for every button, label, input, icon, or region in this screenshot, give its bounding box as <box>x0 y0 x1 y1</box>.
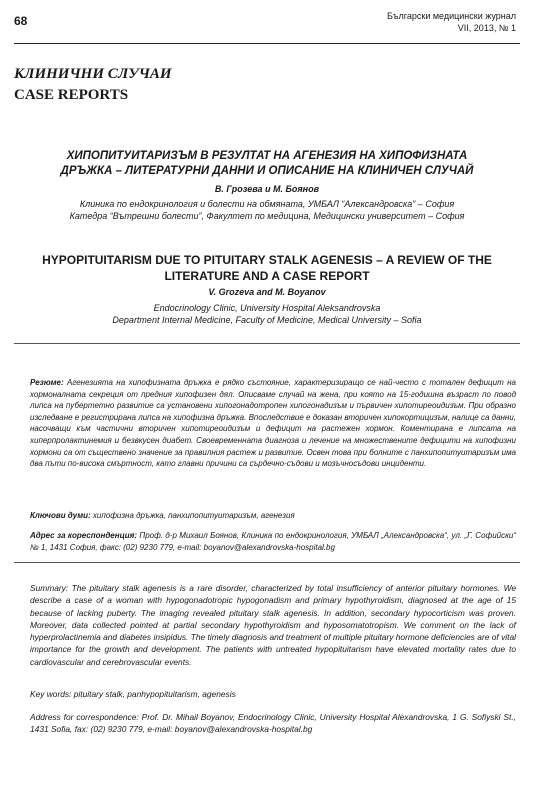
journal-name: Български медицински журнал <box>387 11 516 21</box>
abstract-bg-label: Резюме: <box>30 378 64 387</box>
title-bg-line2: ДРЪЖКА – ЛИТЕРАТУРНИ ДАННИ И ОПИСАНИЕ НА КЛИНИЧЕН СЛУЧАЙ <box>60 165 474 177</box>
affiliation-en-line1: Endocrinology Clinic, University Hospital Aleksandrovska <box>153 303 381 313</box>
journal-issue: VII, 2013, № 1 <box>457 23 516 33</box>
section-title-en: CASE REPORTS <box>14 87 129 103</box>
keywords-bg-label: Ключови думи: <box>30 511 91 520</box>
abstract-bg <box>30 377 516 470</box>
address-en: Address for correspondence: Prof. Dr. Mihail Boyanov, Endocrinology Clinic, University Hospital Alexandrovska, 1 G. Sofiyski St., 1431 Sofia, fax: (02) 9230 779, e-mail: boyanov@alexandrovska-hospital.bg <box>30 712 516 735</box>
abstract-divider-top <box>14 343 520 344</box>
address-bg <box>30 530 516 553</box>
page-number: 68 <box>14 14 28 28</box>
affiliation-bg-line1: Клиника по ендокринология и болести на обмяната, УМБАЛ “Александровска” – София <box>79 199 455 209</box>
address-bg-text: Проф. д-р Михаил Боянов, Клиника по ендокринология, УМБАЛ „Александровска“, ул. „Г. Софийски“ № 1, 1431 София, факс: (02) 9230 779, e-mail: boyanov@alexandrovska-hospital.bg <box>30 531 516 552</box>
section-title-bg: КЛИНИЧНИ СЛУЧАИ <box>14 66 172 82</box>
article-title-bg <box>0 149 534 179</box>
authors-bg: В. Грозева и М. Боянов <box>214 184 320 194</box>
summary-en: Summary: The pituitary stalk agenesis is a rare disorder, characterized by total insufficiency of anterior pituitary hormones. We describe a case of a woman with hypogonadotropic hypogonadism and primary hypothyroidism, diagnosed at the age of 15 because of lacking puberty. The imaging revealed pituitary stalk agenesis. In addition, secondary hypocorticism was proven. Moreover, data collected pointed at partial secondary hypothyroidism and hyposomatotropism. We comment on the lack of hyperprolactinemia and diabetes insipidus. The timely diagnosis and treatment of multiple pituitary hormone deficiencies are of vital importance for the growth and development. The patients with untreated hypopituitarism have elevated mortality rates due to cardiovascular and cerebrovascular events. <box>30 583 516 667</box>
affiliation-en <box>0 302 534 326</box>
keywords-bg <box>30 510 516 522</box>
abstract-bg-text: Агенезията на хипофизната дръжка е рядко състояние, характеризиращо се най-често с тотален дефицит на хормоналната секреция от предния хипофизен дял. Описваме случай на жена, при която на 15-годишна възраст по повод липса на пубертетно развитие са установени хипогонадотропен хипогонадизъм и първичен хипотиреоидизъм. При образно изследване е регистрирана липса на хипофизна дръжка. Впоследствие е доказан вторичен хипокортицизъм, налице са данни, насочващи към частични вторичен хипотиреоидизъм и дефицит на растежен хормон. Коментирана е липсата на хиперпролактинемия и безвкусен диабет. Своевременната диагноза и лечение на множествените дефицити на хипофизни хормони са от съществено значение за правилния растеж и развитие. Освен това при болните с панхипопитуитаризъм има два пъти по-висока смъртност, като главни причини са сърдечно-съдови и мозъчносъдови инциденти. <box>30 378 516 469</box>
authors-en: V. Grozeva and M. Boyanov <box>208 287 326 297</box>
address-bg-label: Адрес за кореспонденция: <box>30 531 137 540</box>
title-en-line2: LITERATURE AND A CASE REPORT <box>164 269 370 283</box>
article-title-en <box>0 252 534 284</box>
header-divider <box>14 43 520 44</box>
title-bg-line1: ХИПОПИТУИТАРИЗЪМ В РЕЗУЛТАТ НА АГЕНЕЗИЯ НА ХИПОФИЗНАТА <box>66 150 468 162</box>
affiliation-bg <box>0 198 534 222</box>
journal-header <box>387 10 516 34</box>
keywords-en: Key words: pituitary stalk, panhypopituitarism, agenesis <box>30 689 236 699</box>
affiliation-en-line2: Department Internal Medicine, Faculty of Medicine, Medical University – Sofia <box>112 315 422 325</box>
keywords-bg-text: хипофизна дръжка, панхипопитуитаризъм, агенезия <box>92 511 295 520</box>
title-en-line1: HYPOPITUITARISM DUE TO PITUITARY STALK AGENESIS – A REVIEW OF THE <box>42 253 492 267</box>
abstract-divider-bottom <box>14 562 520 563</box>
affiliation-bg-line2: Катедра “Вътрешни болести”, Факултет по медицина, Медицински университет – София <box>69 211 465 221</box>
